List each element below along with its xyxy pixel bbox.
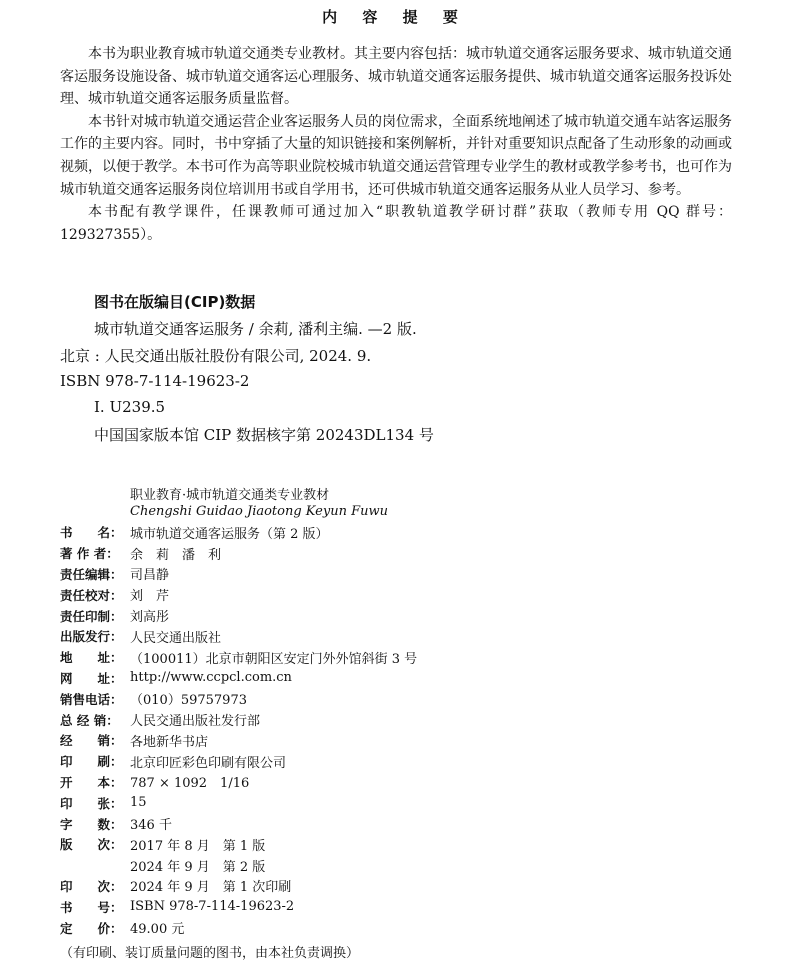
info-row-sheets <box>60 792 417 813</box>
info-value: 余 莉 潘 利 <box>130 547 222 563</box>
info-row-distributor <box>60 730 417 751</box>
cip-title: 图书在版编目(CIP)数据 <box>94 293 256 311</box>
info-value: 2017 年 8 月 第 1 版 <box>130 838 266 854</box>
info-row-printing <box>60 876 417 897</box>
info-label: 责任编辑： <box>60 566 123 582</box>
info-label: 印 刷： <box>60 754 123 770</box>
info-label: 版 次： <box>60 837 123 853</box>
cip-line-isbn: ISBN 978-7-114-19623-2 <box>60 372 250 390</box>
info-label: 出版发行： <box>60 629 123 645</box>
info-row-title <box>60 522 417 543</box>
series-pinyin-title: Chengshi Guidao Jiaotong Keyun Fuwu <box>130 504 388 519</box>
info-value: （010）59757973 <box>130 693 247 709</box>
info-label: 经 销： <box>60 733 123 749</box>
info-value: （100011）北京市朝阳区安定门外外馆斜街 3 号 <box>130 651 418 667</box>
info-row-proofreader <box>60 584 417 605</box>
info-row-edition-2 <box>60 855 417 876</box>
info-label: 书 名： <box>60 525 123 541</box>
info-label: 责任校对： <box>60 587 123 603</box>
info-label: 书 号： <box>60 899 123 915</box>
cip-line-cip-number: 中国国家版本馆 CIP 数据核字第 20243DL134 号 <box>94 426 434 444</box>
summary-heading: 内 容 提 要 <box>322 8 468 26</box>
info-row-publisher <box>60 626 417 647</box>
cip-line-publisher: 北京 : 人民交通出版社股份有限公司, 2024. 9. <box>60 347 372 365</box>
info-row-authors <box>60 543 417 564</box>
info-row-isbn <box>60 896 417 917</box>
info-label: 责任印制： <box>60 608 123 624</box>
info-value: 城市轨道交通客运服务（第 2 版） <box>130 526 329 542</box>
info-value: 346 千 <box>130 818 172 834</box>
info-value: 各地新华书店 <box>130 734 209 750</box>
info-value: 787 × 1092 1/16 <box>130 776 250 792</box>
summary-section <box>60 43 732 246</box>
info-value: ISBN 978-7-114-19623-2 <box>130 899 295 915</box>
info-row-address <box>60 647 417 668</box>
info-value: 司昌静 <box>130 568 170 584</box>
info-row-editor <box>60 564 417 585</box>
info-value: 49.00 元 <box>130 922 185 938</box>
info-label: 著 作 者： <box>60 546 119 562</box>
info-value: http://www.ccpcl.com.cn <box>130 670 292 686</box>
summary-paragraph: 本书为职业教育城市轨道交通类专业教材。其主要内容包括：城市轨道交通客运服务要求、城市轨道交通客运服务设施设备、城市轨道交通客运心理服务、城市轨道交通客运服务提供、城市轨道交通客运服务投诉处理、城市轨道交通客运服务质量监督。 <box>60 46 732 108</box>
info-value: 15 <box>130 795 147 811</box>
info-label: 字 数： <box>60 816 123 832</box>
info-row-format <box>60 772 417 793</box>
quality-note: （有印刷、装订质量问题的图书，由本社负责调换） <box>60 946 360 961</box>
info-row-print-supervisor <box>60 605 417 626</box>
info-row-price <box>60 917 417 938</box>
info-label: 印 次： <box>60 878 123 894</box>
cip-line-title: 城市轨道交通客运服务 / 余莉, 潘利主编. —2 版. <box>94 320 417 338</box>
info-row-printer <box>60 751 417 772</box>
info-label: 印 张： <box>60 795 123 811</box>
info-label: 开 本： <box>60 774 123 790</box>
publication-info <box>60 522 417 938</box>
info-value: 2024 年 9 月 第 1 次印刷 <box>130 880 292 896</box>
cip-line-classification: Ⅰ. U239.5 <box>94 398 166 416</box>
info-label: 网 址： <box>60 670 123 686</box>
info-value: 北京印匠彩色印刷有限公司 <box>130 755 287 771</box>
info-label: 地 址： <box>60 650 123 666</box>
info-value: 人民交通出版社发行部 <box>130 714 261 730</box>
summary-paragraph: 本书配有教学课件，任课教师可通过加入“职教轨道教学研讨群”获取（教师专用 QQ 群号：129327355）。 <box>60 204 732 243</box>
info-label: 定 价： <box>60 920 123 936</box>
info-value: 人民交通出版社 <box>130 630 222 646</box>
info-value: 2024 年 9 月 第 2 版 <box>130 859 266 875</box>
info-value: 刘 芹 <box>130 589 170 605</box>
info-row-website <box>60 668 417 689</box>
info-row-sales-phone <box>60 688 417 709</box>
info-label: 销售电话： <box>60 691 123 707</box>
info-row-general-distributor <box>60 709 417 730</box>
summary-paragraph: 本书针对城市轨道交通运营企业客运服务人员的岗位需求，全面系统地阐述了城市轨道交通车站客运服务工作的主要内容。同时，书中穿插了大量的知识链接和案例解析，并针对重要知识点配备了生动形象的动画或视频，以便于教学。本书可作为高等职业院校城市轨道交通运营管理专业学生的教材或教学参考书，也可作为城市轨道交通客运服务岗位培训用书或自学用书，还可供城市轨道交通客运服务从业人员学习、参考。 <box>60 113 732 198</box>
info-row-edition <box>60 834 417 855</box>
info-value: 刘高彤 <box>130 610 170 626</box>
info-label: 总 经 销： <box>60 712 119 728</box>
info-row-word-count <box>60 813 417 834</box>
series-name: 职业教育·城市轨道交通类专业教材 <box>130 488 330 503</box>
